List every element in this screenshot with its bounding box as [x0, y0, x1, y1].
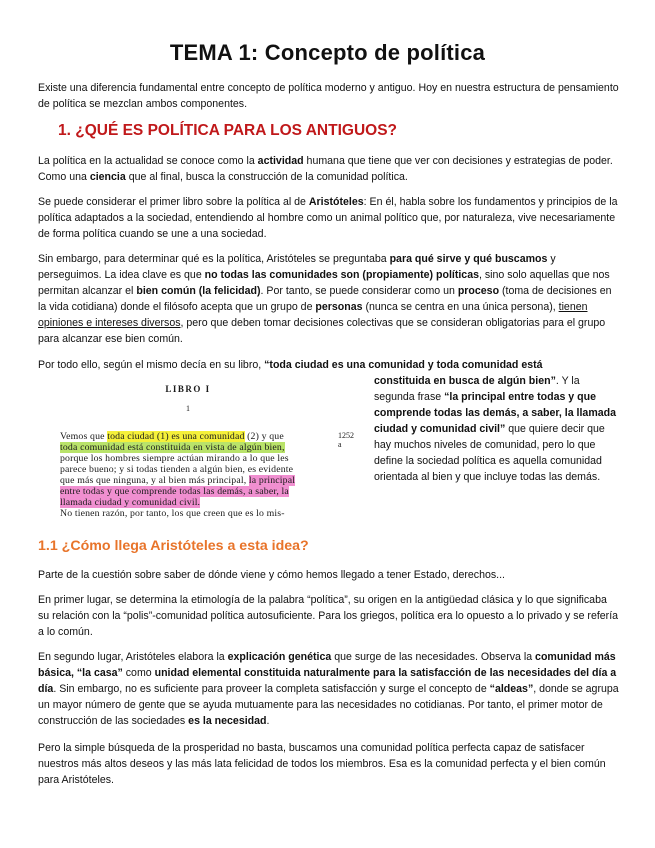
paragraph-actividad: La política en la actualidad se conoce como la actividad humana que tiene que ver con decisiones y estrategias de poder. Como una ciencia que al final, busca la construcción de la comunidad política.: [38, 155, 613, 183]
paragraph-quote-side: constituida en busca de algún bien”. Y la segunda frase “la principal entre todas y que comprende todas las demás, a saber, la llamada ciudad y comunidad civil” que quiere decir que hay muchos niveles de comunidad, pero lo que define la sociedad política es aquella comunidad orientada al bien y que incluye todas las demás.: [374, 375, 617, 483]
book-line: toda comunidad está constituida en vista de algún bien,: [60, 442, 285, 453]
book-margin-reference: 1252 a: [338, 431, 354, 449]
paragraph-prosperidad: Pero la simple búsqueda de la prosperidad no basta, buscamos una comunidad política perfecta capaz de satisfacer nuestros más altos deseos y las más lata felicidad de todos los miembros. Esa es la comunidad perfecta y el bien común para Aristóteles.: [38, 742, 606, 786]
book-line: llamada ciudad y comunidad civil.: [60, 497, 201, 508]
paragraph-etimologia: En primer lugar, se determina la etimología de la palabra “política”, su origen en la antigüedad clásica y lo que significaba su relación con la “polis”-comunidad política autosuficiente. Para los griegos, política era lo opuesto a lo privado y se refería a lo común.: [38, 594, 619, 638]
paragraph-bien-comun: Sin embargo, para determinar qué es la política, Aristóteles se preguntaba para qué sirve y qué buscamos y perseguimos. La idea clave es que no todas las comunidades son (propiamente) políticas, sino solo aquellas que nos permitan alcanzar el bien común (la felicidad). Por tanto, se puede considerar como un proceso (toma de decisiones en la vida cotidiana) donde el filósofo acepta que un grupo de personas (nunca se centra en una única persona), tienen opiniones e intereses diversos, pero que deben tomar decisiones colectivas que se consideran obligatorias para el grupo para alcanzar ese bien común.: [38, 253, 612, 345]
book-excerpt-image: [38, 380, 358, 524]
page-title: TEMA 1: Concepto de política: [169, 40, 486, 65]
book-line: que más que ninguna, y al bien más principal, la principal: [60, 475, 296, 486]
book-chapter-number: 1: [186, 404, 190, 413]
book-header: LIBRO I: [165, 384, 211, 394]
book-line: Vemos que toda ciudad (1) es una comunidad (2) y que: [60, 431, 284, 442]
paragraph-estado: Parte de la cuestión sobre saber de dónde viene y cómo hemos llegado a tener Estado, derechos...: [38, 569, 506, 581]
book-line: parece bueno; y si todas tienden a algún bien, es evidente: [60, 464, 294, 475]
paragraph-aristoteles: Se puede considerar el primer libro sobre la política al de Aristóteles: En él, habla sobre los fundamentos y principios de la política adaptados a la sociedad, entendiendo al hombre como un animal político que, por naturaleza, vive necesariamente de forma política cuando se une a una sociedad.: [38, 196, 618, 240]
book-line: entre todas y que comprende todas las demás, a saber, la: [60, 486, 289, 497]
paragraph-quote-intro: Por todo ello, según el mismo decía en su libro, “toda ciudad es una comunidad y toda comunidad está: [38, 359, 543, 371]
intro-paragraph: Existe una diferencia fundamental entre concepto de política moderno y antiguo. Hoy en nuestra estructura de pensamiento de política se mezclan ambos componentes.: [38, 82, 619, 110]
book-line: No tienen razón, por tanto, los que creen que es lo mis-: [60, 508, 285, 519]
section-1-1-heading: 1.1 ¿Cómo llega Aristóteles a esta idea?: [38, 538, 309, 554]
book-line: porque los hombres siempre actúan mirando a lo que les: [60, 453, 289, 464]
paragraph-explicacion-genetica: En segundo lugar, Aristóteles elabora la explicación genética que surge de las necesidades. Observa la comunidad más básica, “la casa” como unidad elemental constituida naturalmente para la satisfacción de las necesidades del día a día. Sin embargo, no es suficiente para proveer la completa satisfacción y surge el concepto de “aldeas”, donde se agrupa un mayor número de gente que se ayuda mutuamente para las necesidades no cotidianas. Por tanto, el primer motor de construcción de las sociedades es la necesidad.: [38, 651, 619, 727]
section-1-heading: 1. ¿QUÉ ES POLÍTICA PARA LOS ANTIGUOS?: [58, 122, 398, 139]
